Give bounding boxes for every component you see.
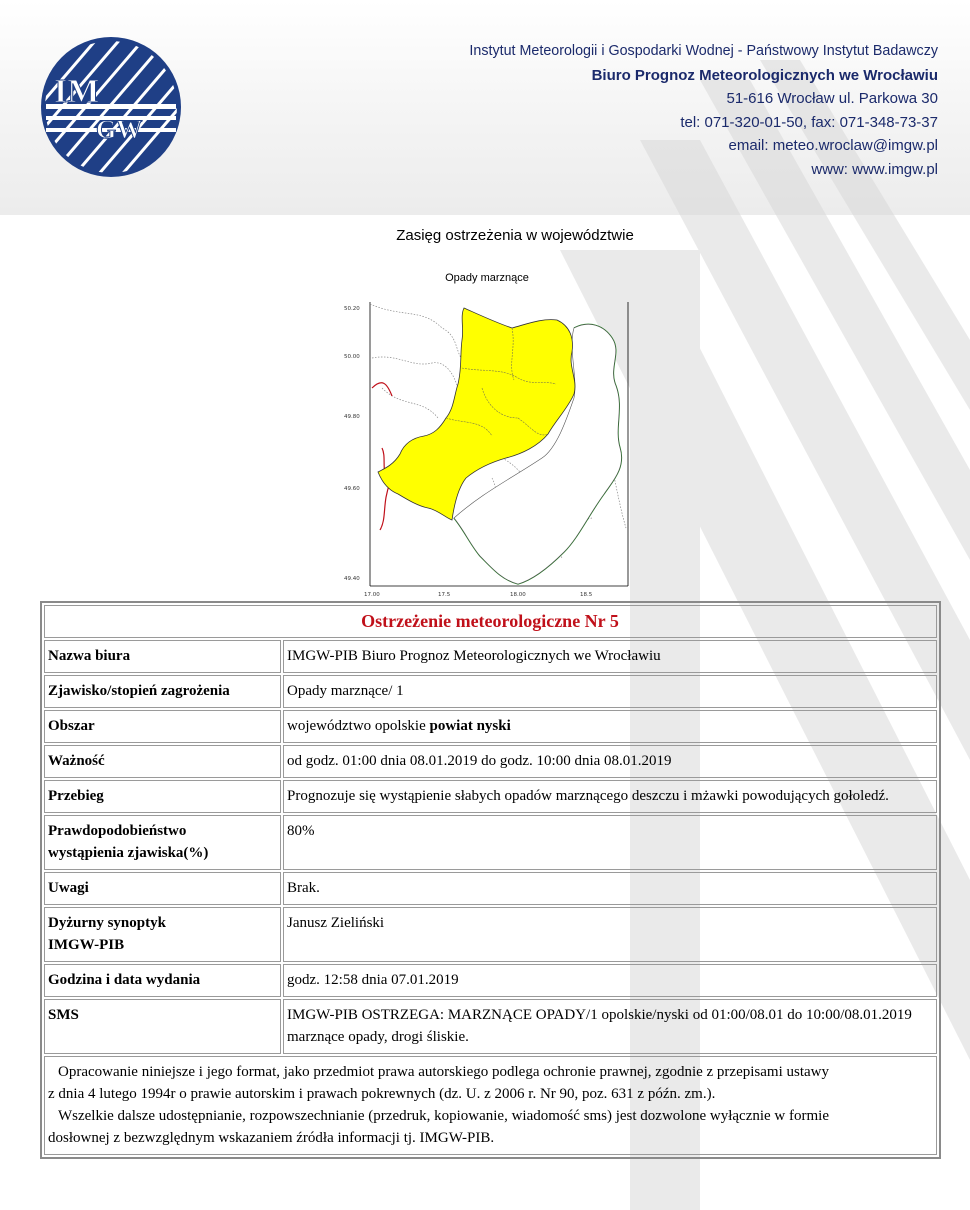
- axis-label-lon-3: 18.00: [510, 592, 526, 598]
- logo-text-top: IM: [54, 73, 100, 110]
- synoptic-label-line2: IMGW-PIB: [48, 937, 125, 953]
- area-label: Obszar: [44, 710, 281, 743]
- table-row: [44, 815, 937, 870]
- synoptic-value: Janusz Zieliński: [283, 907, 937, 962]
- map-subtitle: Opady marznące: [445, 272, 529, 284]
- phenomenon-value: Opady marznące/ 1: [283, 675, 937, 708]
- probability-label-line1: Prawdopodobieństwo: [48, 823, 187, 839]
- copyright-line3: Wszelkie dalsze udostępnianie, rozpowszechnianie (przedruk, kopiowanie, wiadomość sms) jest dozwolone wyłącznie w formie: [58, 1108, 829, 1124]
- validity-label: Ważność: [44, 745, 281, 778]
- probability-label: [44, 815, 281, 870]
- table-row: [44, 1056, 937, 1155]
- sms-label: SMS: [44, 999, 281, 1054]
- axis-label-lon-2: 17.5: [438, 592, 451, 598]
- issued-value: godz. 12:58 dnia 07.01.2019: [283, 964, 937, 997]
- table-row: [44, 745, 937, 778]
- office-value: IMGW-PIB Biuro Prognoz Meteorologicznych we Wrocławiu: [283, 640, 937, 673]
- axis-label-lat-2: 50.00: [344, 354, 360, 360]
- area-district: powiat nyski: [429, 718, 511, 734]
- axis-label-lat-1: 50.20: [344, 306, 360, 312]
- axis-label-lat-3: 49.80: [344, 414, 360, 420]
- website: www: www.imgw.pl: [811, 160, 938, 178]
- axis-label-lon-4: 18.5: [580, 592, 593, 598]
- course-value: Prognozuje się wystąpienie słabych opadów marznącego deszczu i mżawki powodujących gołoledź.: [283, 780, 937, 813]
- probability-value: 80%: [283, 815, 937, 870]
- imgw-logo: [40, 36, 182, 178]
- copyright-note: [44, 1056, 937, 1155]
- synoptic-label-line1: Dyżurny synoptyk: [48, 915, 166, 931]
- course-label: Przebieg: [44, 780, 281, 813]
- table-row: [44, 872, 937, 905]
- contact-block: [469, 40, 938, 181]
- area-value: województwo opolskie: [287, 718, 426, 734]
- copyright-line4: dosłownej z bezwzględnym wskazaniem źródła informacji tj. IMGW-PIB.: [48, 1130, 495, 1146]
- phenomenon-label: Zjawisko/stopień zagrożenia: [44, 675, 281, 708]
- probability-label-line2: wystąpienia zjawiska(%): [48, 845, 209, 861]
- table-row: [44, 710, 937, 743]
- area-cell: [283, 710, 937, 743]
- table-row: [44, 964, 937, 997]
- table-row: [44, 675, 937, 708]
- table-row: [44, 640, 937, 673]
- map-title: Zasięg ostrzeżenia w województwie: [396, 227, 634, 244]
- copyright-line1: Opracowanie niniejsze i jego format, jako przedmiot prawa autorskiego podlega ochronie prawnej, zgodnie z przepisami ustawy: [58, 1064, 829, 1080]
- warning-map: [342, 268, 632, 598]
- axis-label-lat-5: 49.40: [344, 576, 360, 582]
- issued-label: Godzina i data wydania: [44, 964, 281, 997]
- axis-label-lon-1: 17.00: [364, 592, 380, 598]
- table-row: [44, 605, 937, 638]
- table-row: [44, 999, 937, 1054]
- sms-value: IMGW-PIB OSTRZEGA: MARZNĄCE OPADY/1 opolskie/nyski od 01:00/08.01 do 10:00/08.01.2019 marznące opady, drogi śliskie.: [283, 999, 937, 1054]
- map-svg: [342, 268, 632, 598]
- table-row: [44, 907, 937, 962]
- institute-name: Instytut Meteorologii i Gospodarki Wodnej - Państwowy Instytut Badawczy: [469, 43, 938, 59]
- notes-label: Uwagi: [44, 872, 281, 905]
- warning-title: Ostrzeżenie meteorologiczne Nr 5: [44, 605, 937, 638]
- validity-value: od godz. 01:00 dnia 08.01.2019 do godz. 10:00 dnia 08.01.2019: [283, 745, 937, 778]
- phone: tel: 071-320-01-50, fax: 071-348-73-37: [680, 113, 938, 131]
- email: email: meteo.wroclaw@imgw.pl: [728, 137, 938, 154]
- office-name: Biuro Prognoz Meteorologicznych we Wrocławiu: [591, 66, 938, 84]
- address: 51-616 Wrocław ul. Parkowa 30: [726, 90, 938, 107]
- copyright-line2: z dnia 4 lutego 1994r o prawie autorskim i prawach pokrewnych (dz. U. z 2006 r. Nr 90, poz. 631 z późn. zm.).: [48, 1086, 716, 1102]
- warning-table: [40, 601, 941, 1159]
- axis-label-lat-4: 49.60: [344, 486, 360, 492]
- synoptic-label: [44, 907, 281, 962]
- logo-text-bottom: GW: [96, 115, 143, 144]
- notes-value: Brak.: [283, 872, 937, 905]
- table-row: [44, 780, 937, 813]
- office-label: Nazwa biura: [44, 640, 281, 673]
